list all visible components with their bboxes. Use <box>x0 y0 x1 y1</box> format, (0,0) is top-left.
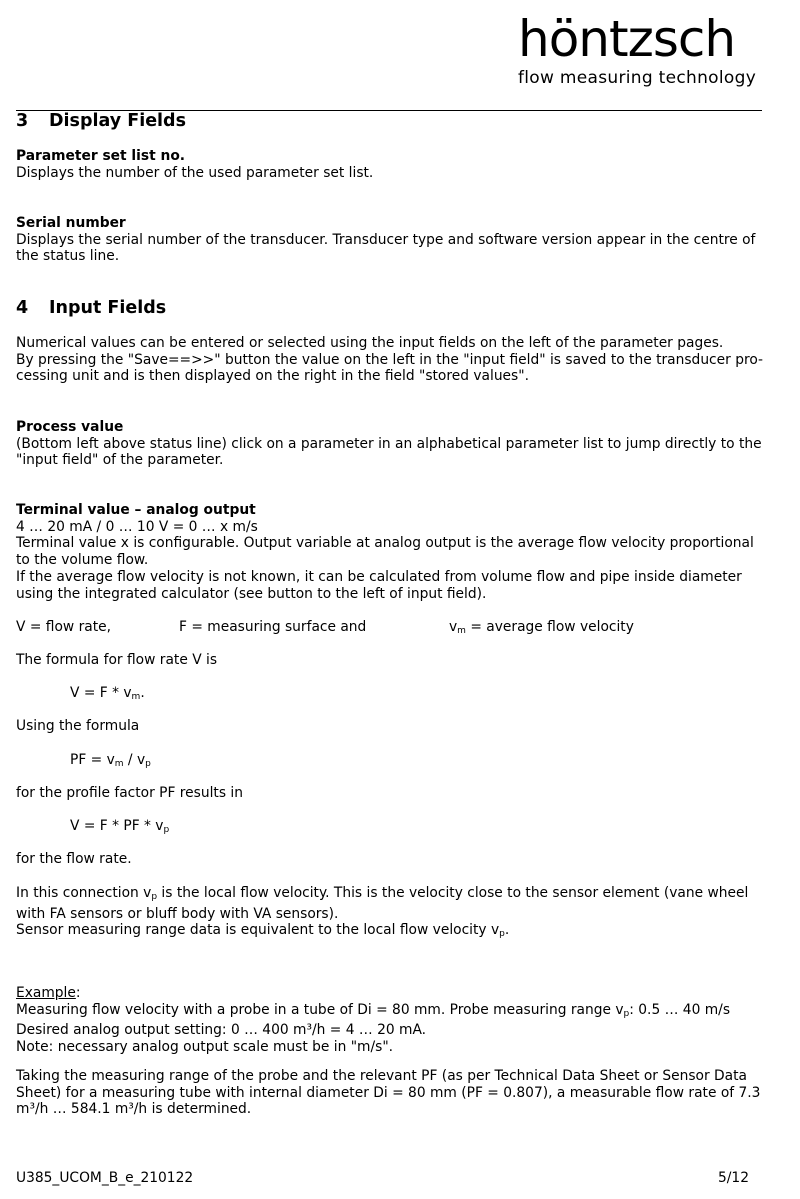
example-line2: Desired analog output setting: 0 … 400 m³/h = 4 … 20 mA. <box>16 1022 427 1039</box>
input-intro-line2: By pressing the "Save==>>" button the value on the left in the "input field" is saved to the transducer pro- <box>16 351 763 368</box>
serial-heading: Serial number <box>16 215 126 231</box>
terminal-line2: Terminal value x is configurable. Output variable at analog output is the average flow velocity proportional <box>16 535 754 552</box>
connection-line1: In this connection $v_p$ is the local flow velocity. This is the velocity close to the sensor element (vane wheel <box>16 885 749 902</box>
definition-flow-rate: V = flow rate, <box>16 619 111 635</box>
process-value-block <box>16 419 772 469</box>
param-set-heading: Parameter set list no. <box>16 148 186 164</box>
section-number: 4 <box>16 298 29 318</box>
conclusion-line2: Sheet) for a measuring tube with internal diameter Di = 80 mm (PF = 0.807), a measurable flow rate of 7.3 <box>16 1084 761 1101</box>
brand-logo <box>518 10 758 70</box>
formula-intro-3: for the profile factor PF results in <box>16 785 243 801</box>
section-number: 3 <box>16 111 29 131</box>
section-title: Input Fields <box>49 298 167 318</box>
terminal-value-block <box>16 502 772 602</box>
example-label: Example <box>16 985 76 1001</box>
conclusion-block <box>16 1068 772 1118</box>
formula-intro-2: Using the formula <box>16 718 140 734</box>
brand-name: höntzsch <box>518 10 736 68</box>
connection-line2: with FA sensors or bluff body with VA sensors). <box>16 905 339 922</box>
conclusion-line1: Taking the measuring range of the probe and the relevant PF (as per Technical Data Sheet or Sensor Data <box>16 1068 747 1084</box>
brand-tagline: flow measuring technology <box>518 68 757 88</box>
terminal-line4: If the average flow velocity is not known, it can be calculated from volume flow and pipe inside diameter <box>16 568 742 585</box>
process-value-heading: Process value <box>16 419 124 435</box>
terminal-line1: 4 … 20 mA / 0 … 10 V = 0 … x m/s <box>16 518 258 535</box>
input-intro-line3: cessing unit and is then displayed on the right in the field "stored values". <box>16 368 529 385</box>
definition-average-velocity: $v_m$ = average flow velocity <box>449 619 634 636</box>
terminal-line5: using the integrated calculator (see button to the left of input field). <box>16 585 487 602</box>
formula-outro: for the flow rate. <box>16 851 132 867</box>
example-line3: Note: necessary analog output scale must be in "m/s". <box>16 1039 394 1056</box>
formula-flow-rate: $V = F * v_m$. <box>70 685 145 702</box>
terminal-line3: to the volume flow. <box>16 552 149 569</box>
section-heading-display-fields <box>16 111 186 131</box>
formula-flow-rate-pf: V = F * PF * $v_p$ <box>70 818 170 835</box>
section-title: Display Fields <box>49 111 187 131</box>
serial-text-line2: the status line. <box>16 248 120 265</box>
formula-profile-factor: PF = $v_m / v_p$ <box>70 752 151 769</box>
serial-block <box>16 215 772 265</box>
input-intro-block <box>16 335 772 385</box>
section-heading-input-fields <box>16 298 166 318</box>
param-set-text: Displays the number of the used parameter set list. <box>16 164 374 181</box>
footer-page-number: 5/12 <box>718 1170 749 1186</box>
connection-line3: Sensor measuring range data is equivalent to the local flow velocity $v_p$. <box>16 922 510 940</box>
process-value-line2: "input field" of the parameter. <box>16 452 224 469</box>
example-line1: Measuring flow velocity with a probe in a tube of Di = 80 mm. Probe measuring range $v_p$: 0.5 … 40 m/s <box>16 1001 731 1019</box>
formula-intro-1: The formula for flow rate V is <box>16 652 218 668</box>
input-intro-line1: Numerical values can be entered or selected using the input fields on the left of the parameter pages. <box>16 335 724 351</box>
terminal-heading: Terminal value – analog output <box>16 502 256 518</box>
conclusion-line3: m³/h … 584.1 m³/h is determined. <box>16 1101 252 1118</box>
process-value-line1: (Bottom left above status line) click on a parameter in an alphabetical parameter list to jump directly to the <box>16 435 762 452</box>
serial-text-line1: Displays the serial number of the transducer. Transducer type and software version appear in the centre of <box>16 231 756 248</box>
example-block: Example: Measuring flow velocity with a probe in a tube of Di = 80 mm. Probe measuring range $v_p$: 0.5 … 40 m/s Desired analog output setting: 0 … 400 m³/h = 4 … 20 mA. Note: necessary analog output scale must be in "m/s". <box>16 985 731 1056</box>
definition-measuring-surface: F = measuring surface and <box>179 619 367 635</box>
connection-block <box>16 885 772 943</box>
param-set-block <box>16 148 772 181</box>
footer-doc-id: U385_UCOM_B_e_210122 <box>16 1170 194 1186</box>
